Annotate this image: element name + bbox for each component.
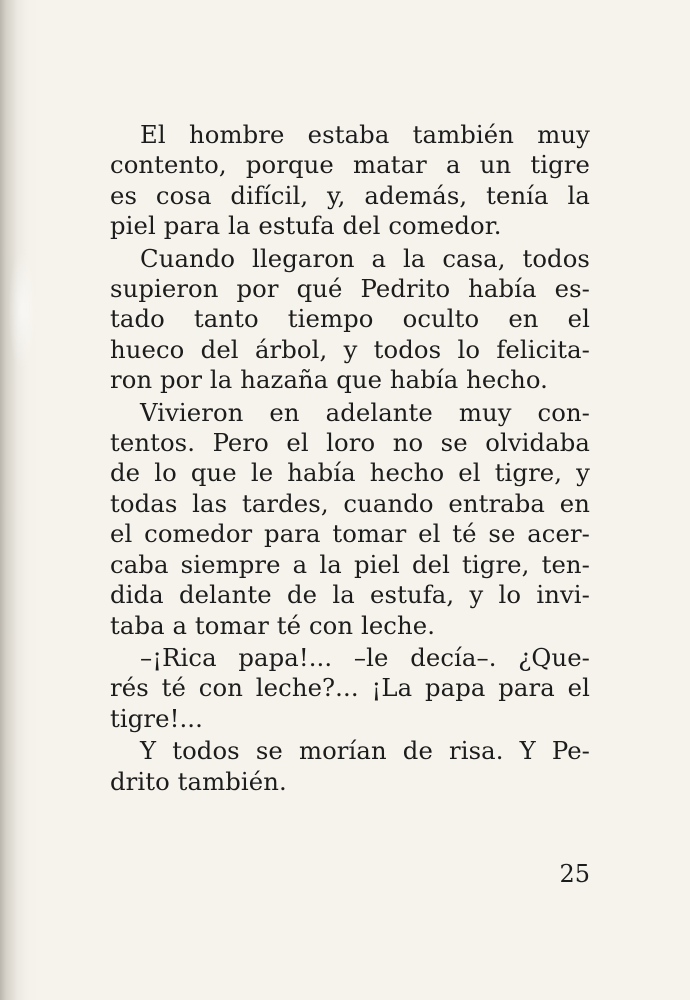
text-line: Cuando llegaron a la casa, todos bbox=[140, 243, 590, 273]
text-line: contento, porque matar a un tigre bbox=[110, 150, 590, 180]
text-line: tado tanto tiempo oculto en el bbox=[110, 304, 590, 334]
text-line: Vivieron en adelante muy con- bbox=[140, 397, 590, 427]
text-line: tigre!... bbox=[110, 703, 203, 733]
page-crease bbox=[8, 250, 36, 370]
text-line: es cosa difícil, y, además, tenía la bbox=[110, 180, 590, 210]
text-line: taba a tomar té con leche. bbox=[110, 610, 436, 640]
text-line: todas las tardes, cuando entraba en bbox=[110, 488, 590, 518]
text-line: rés té con leche?... ¡La papa para el bbox=[110, 673, 590, 703]
text-line: Y todos se morían de risa. Y Pe- bbox=[140, 736, 590, 766]
text-line: piel para la estufa del comedor. bbox=[110, 211, 502, 241]
text-line: caba siempre a la piel del tigre, ten- bbox=[110, 549, 590, 579]
page-gutter-shadow bbox=[0, 0, 28, 1000]
text-line: dida delante de la estufa, y lo invi- bbox=[110, 580, 590, 610]
text-line: drito también. bbox=[110, 766, 287, 796]
text-line: ron por la hazaña que había hecho. bbox=[110, 365, 548, 395]
text-line: –¡Rica papa!... –le decía–. ¿Que- bbox=[140, 642, 590, 672]
text-line: el comedor para tomar el té se acer- bbox=[110, 519, 590, 549]
text-line: de lo que le había hecho el tigre, y bbox=[110, 458, 590, 488]
text-line: supieron por qué Pedrito había es- bbox=[110, 274, 590, 304]
body-text bbox=[110, 120, 590, 797]
text-line: hueco del árbol, y todos lo felicita- bbox=[110, 334, 590, 364]
page-number: 25 bbox=[559, 860, 590, 888]
text-line: tentos. Pero el loro no se olvidaba bbox=[110, 428, 590, 458]
text-line: El hombre estaba también muy bbox=[140, 120, 590, 149]
